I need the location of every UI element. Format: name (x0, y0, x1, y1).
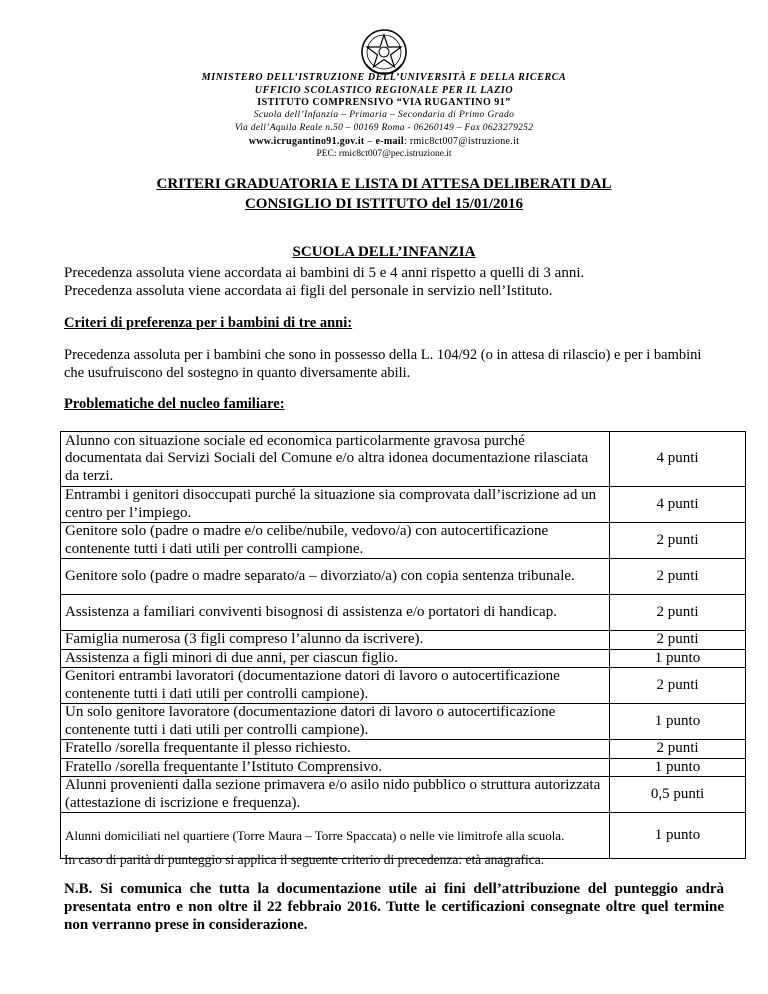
school-levels: Scuola dell’Infanzia – Primaria – Secondaria di Primo Grado (253, 110, 515, 120)
section-title: SCUOLA DELL’INFANZIA (292, 244, 476, 260)
criterion-description: Famiglia numerosa (3 figli compreso l’alunno da iscrivere). (61, 631, 610, 650)
criteria-text: Precedenza assoluta per i bambini che sono in possesso della L. 104/92 (o in attesa di rilascio) e per i bambini che usufruiscono del sostegno in quanto diversamente abili. (64, 347, 702, 381)
criterion-points: 4 punti (610, 432, 746, 487)
regional-office: UFFICIO SCOLASTICO REGIONALE PER IL LAZIO (254, 85, 514, 96)
table-row (61, 668, 746, 704)
table-row (61, 559, 746, 595)
criterion-description: Assistenza a familiari conviventi bisognosi di assistenza e/o portatori di handicap. (61, 595, 610, 631)
criterion-description: Un solo genitore lavoratore (documentazione datori di lavoro o autocertificazione contenente tutti i dati utili per controlli campione). (61, 704, 610, 740)
criterion-description: Fratello /sorella frequentante il plesso richiesto. (61, 740, 610, 759)
criterion-description: Alunni domiciliati nel quartiere (Torre Maura – Torre Spaccata) o nelle vie limitrofe alla scuola. (61, 813, 610, 859)
criterion-description: Genitore solo (padre o madre e/o celibe/nubile, vedovo/a) con autocertificazione contenente tutti i dati utili per controlli campione. (61, 523, 610, 559)
intro-line: Precedenza assoluta viene accordata ai bambini di 5 e 4 anni rispetto a quelli di 3 anni. (64, 265, 585, 281)
problems-heading: Problematiche del nucleo familiare: (64, 396, 285, 412)
table-row (61, 649, 746, 668)
intro-paragraph (64, 264, 724, 300)
nb-notice: N.B. Si comunica che tutta la documentazione utile ai fini dell’attribuzione del punteggio andrà presentata entro e non oltre il 22 febbraio 2016. Tutte le certificazioni consegnate oltre quel termine non verranno prese in considerazione. (64, 881, 724, 933)
contact-line (0, 136, 768, 147)
criterion-description: Assistenza a figli minori di due anni, per ciascun figlio. (61, 649, 610, 668)
email-label: e-mail (375, 136, 404, 147)
italian-republic-emblem-icon (360, 28, 408, 76)
criterion-description: Genitore solo (padre o madre separato/a – divorziato/a) con copia sentenza tribunale. (61, 559, 610, 595)
criterion-description: Genitori entrambi lavoratori (documentazione datori di lavoro o autocertificazione contenente tutti i dati utili per controlli campione). (61, 668, 610, 704)
school-address: Via dell’Aquila Reale n.50 – 00169 Roma - 06260149 – Fax 0623279252 (234, 123, 534, 133)
tie-break-note: In caso di parità di punteggio si applica il seguente criterio di precedenza: età anagrafica. (64, 852, 545, 867)
criterion-description: Entrambi i genitori disoccupati purché la situazione sia comprovata dall’iscrizione ad un centro per l’impiego. (61, 487, 610, 523)
criterion-points: 1 punto (610, 758, 746, 777)
criterion-description: Fratello /sorella frequentante l’Istituto Comprensivo. (61, 758, 610, 777)
document-title-line-1: CRITERI GRADUATORIA E LISTA DI ATTESA DELIBERATI DAL (156, 176, 612, 192)
table-row (61, 487, 746, 523)
table-row (61, 704, 746, 740)
criterion-points: 2 punti (610, 595, 746, 631)
table-row (61, 595, 746, 631)
ministry-name: MINISTERO DELL’ISTRUZIONE DELL’UNIVERSITÀ E DELLA RICERCA (201, 72, 567, 83)
table-row (61, 740, 746, 759)
website-link[interactable]: www.icrugantino91.gov.it (248, 136, 365, 147)
criterion-points: 1 punto (610, 813, 746, 859)
criterion-points: 1 punto (610, 649, 746, 668)
criterion-description: Alunno con situazione sociale ed economica particolarmente gravosa purché documentata dai Servizi Sociali del Comune e/o altra idonea documentazione rilasciata da terzi. (61, 432, 610, 487)
table-row (61, 631, 746, 650)
contact-separator: – (364, 136, 376, 147)
table-row (61, 523, 746, 559)
document-title-line-2: CONSIGLIO DI ISTITUTO del 15/01/2016 (244, 196, 524, 212)
email-address[interactable]: : rmic8ct007@istruzione.it (403, 136, 520, 147)
criterion-points: 0,5 punti (610, 777, 746, 813)
table-row (61, 777, 746, 813)
criterion-points: 1 punto (610, 704, 746, 740)
criterion-points: 4 punti (610, 487, 746, 523)
pec-address: PEC: rmic8ct007@pec.istruzione.it (316, 149, 452, 159)
table-row (61, 758, 746, 777)
criterion-points: 2 punti (610, 559, 746, 595)
criterion-points: 2 punti (610, 631, 746, 650)
intro-line: Precedenza assoluta viene accordata ai figli del personale in servizio nell’Istituto. (64, 283, 553, 299)
criterion-points: 2 punti (610, 668, 746, 704)
criterion-description: Alunni provenienti dalla sezione primavera e/o asilo nido pubblico o struttura autorizzata (attestazione di iscrizione e frequenza). (61, 777, 610, 813)
criterion-points: 2 punti (610, 740, 746, 759)
criteria-heading: Criteri di preferenza per i bambini di tre anni: (64, 315, 353, 331)
criteria-table (60, 431, 746, 859)
criterion-points: 2 punti (610, 523, 746, 559)
school-name: ISTITUTO COMPRENSIVO “VIA RUGANTINO 91” (257, 97, 511, 108)
table-row (61, 432, 746, 487)
